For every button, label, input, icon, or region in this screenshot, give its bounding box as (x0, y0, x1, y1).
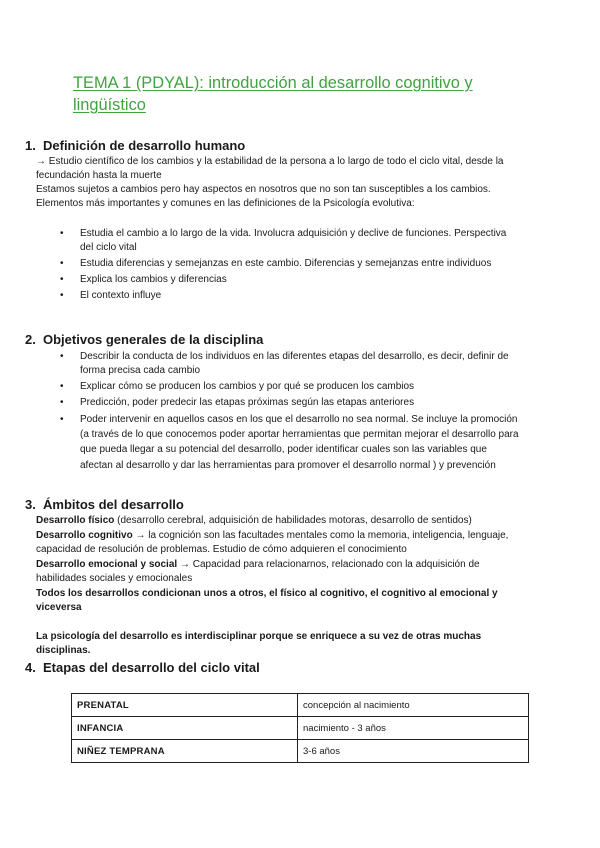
list-item: • Estudia diferencias y semejanzas en este cambio. Diferencias y semejanzas entre individuos (60, 257, 520, 271)
paragraph: Elementos más importantes y comunes en las definiciones de la Psicología evolutiva: (36, 198, 415, 209)
section-number: 4. (25, 660, 36, 675)
list-item: • Explicar cómo se producen los cambios y por qué se producen los cambios (60, 380, 520, 394)
stages-table (71, 693, 529, 763)
paragraph: La psicología del desarrollo es interdisciplinar porque se enriquece a su vez de otras muchas disciplinas. (36, 630, 482, 656)
range-cell: nacimiento - 3 años (298, 717, 529, 740)
list-item: • Predicción, poder predecir las etapas próximas según las etapas anteriores (60, 396, 520, 410)
section-title: Objetivos generales de la disciplina (43, 332, 264, 347)
table-row (72, 740, 529, 763)
list-item: • Poder intervenir en aquellos casos en los que el desarrollo no sea normal. Se incluye la promoción (a través de lo que conocemos poder aportar herramientas que permitan mejorar el desarrollo para que pueda llegar a su potencial del desarrollo, poder identificar cuales son las variables que afectan al desarrollo y dar las herramientas para promover el desarrollo normal ) y prevención (60, 412, 520, 473)
stage-cell: INFANCIA (72, 717, 298, 740)
section-2-bullets (60, 350, 520, 475)
paragraph: → Estudio científico de los cambios y la estabilidad de la persona a lo largo de todo el ciclo vital, desde la fecundación hasta la muerte (36, 156, 504, 181)
table-row (72, 717, 529, 740)
paragraph: Desarrollo emocional y social → Capacidad para relacionarnos, relacionado con la adquisición de habilidades sociales y emocionales (36, 558, 480, 584)
section-number: 3. (25, 497, 36, 512)
list-item: • Explica los cambios y diferencias (60, 273, 520, 287)
term-cognitivo: Desarrollo cognitivo (36, 529, 133, 541)
paragraph: Todos los desarrollos condicionan unos a otros, el físico al cognitivo, el cognitivo al emocional y viceversa (36, 587, 498, 613)
list-item: • Estudia el cambio a lo largo de la vida. Involucra adquisición y declive de funciones. Perspectiva del ciclo vital (60, 227, 520, 255)
section-1-text (36, 155, 526, 211)
section-2-heading (25, 332, 263, 348)
stage-cell: NIÑEZ TEMPRANA (72, 740, 298, 763)
document-title: TEMA 1 (PDYAL): introducción al desarrollo cognitivo y lingüístico (73, 74, 473, 114)
term-fisico: Desarrollo físico (36, 515, 115, 526)
section-title: Etapas del desarrollo del ciclo vital (43, 660, 260, 675)
section-3-heading (25, 497, 184, 513)
range-cell: 3-6 años (298, 740, 529, 763)
paragraph: Desarrollo físico (desarrollo cerebral, adquisición de habilidades motoras, desarrollo de sentidos) (36, 515, 472, 526)
table-row (72, 694, 529, 717)
list-item: • Describir la conducta de los individuos en las diferentes etapas del desarrollo, es decir, definir de forma precisa cada cambio (60, 350, 520, 378)
stage-cell: PRENATAL (72, 694, 298, 717)
section-3-text (36, 514, 526, 659)
section-number: 1. (25, 138, 36, 153)
section-4-heading (25, 660, 260, 676)
paragraph: Estamos sujetos a cambios pero hay aspectos en nosotros que no son tan susceptibles a los cambios. (36, 184, 491, 195)
section-title: Ámbitos del desarrollo (43, 497, 184, 512)
section-1-bullets (60, 227, 520, 305)
section-number: 2. (25, 332, 36, 347)
section-title: Definición de desarrollo humano (43, 138, 246, 153)
section-1-heading (25, 138, 245, 154)
term-emocional: Desarrollo emocional y social (36, 558, 178, 570)
paragraph: Desarrollo cognitivo → la cognición son las facultades mentales como la memoria, inteligencia, lenguaje, capacidad de resolución de problemas. Estudio de cómo adquieren el conocimiento (36, 529, 509, 555)
list-item: • El contexto influye (60, 289, 520, 303)
range-cell: concepción al nacimiento (298, 694, 529, 717)
